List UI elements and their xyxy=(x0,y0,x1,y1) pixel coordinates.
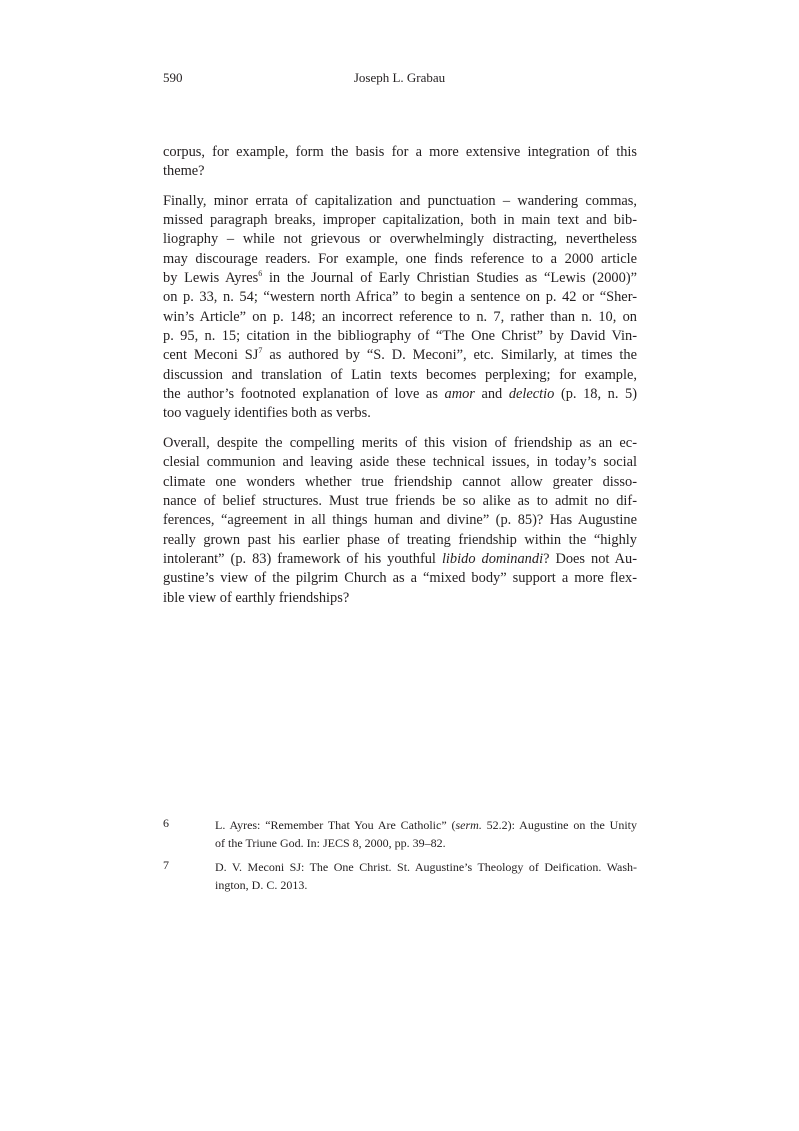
text-line: gustine’s view of the pilgrim Church as a “mixed body” support a more flex- xyxy=(163,570,637,587)
text-line: D. V. Meconi SJ: The One Christ. St. Augustine’s Theology of Deification. Wash- xyxy=(215,860,637,874)
text-line: p. 95, n. 15; citation in the bibliography of “The One Christ” by David Vin- xyxy=(163,328,637,345)
footnote xyxy=(163,858,637,894)
page-number: 590 xyxy=(163,70,183,85)
italic-term: libido dominandi xyxy=(441,550,544,567)
footnote-number: 6 xyxy=(163,816,169,830)
footnote-number: 7 xyxy=(163,858,169,872)
text-line: discussion and translation of Latin texts becomes perplexing; for example, xyxy=(163,366,637,383)
footnote-text xyxy=(215,858,637,894)
text-line: corpus, for example, form the basis for a more extensive integration of this xyxy=(163,144,637,160)
text-line: missed paragraph breaks, improper capitalization, both in main text and bib- xyxy=(163,212,637,229)
text-line: Finally, minor errata of capitalization and punctuation – wandering commas, xyxy=(163,192,637,209)
italic-term: delectio xyxy=(508,386,555,403)
running-head: Joseph L. Grabau xyxy=(353,70,446,85)
text-line: ington, D. C. 2013. xyxy=(215,878,308,892)
text-line: really grown past his earlier phase of treating friendship within the “highly xyxy=(163,531,637,548)
footnote xyxy=(163,816,637,852)
italic-term: amor xyxy=(444,386,475,403)
text-line: liography – while not grievous or overwhelmingly distracting, nevertheless xyxy=(163,231,637,248)
text-line: clesial communion and leaving aside these technical issues, in today’s social xyxy=(163,454,637,471)
text-line: L. Ayres: “Remember That You Are Catholic” (serm. 52.2): Augustine on the Unity xyxy=(215,818,637,832)
text-line: theme? xyxy=(163,163,205,180)
text-line: nance of belief structures. Must true friends be so alike as to admit no dif- xyxy=(163,492,637,509)
text-line: may discourage readers. For example, one finds reference to a 2000 article xyxy=(163,250,637,267)
paragraph xyxy=(163,434,637,608)
text-line: win’s Article” on p. 148; an incorrect reference to n. 7, rather than n. 10, on xyxy=(163,308,637,325)
paragraph xyxy=(163,143,637,182)
footnote-ref[interactable]: 6 xyxy=(258,269,263,279)
body-text xyxy=(163,143,637,618)
text-line: the author’s footnoted explanation of love as amor and delectio (p. 18, n. 5) xyxy=(163,386,637,403)
text-line: of the Triune God. In: JECS 8, 2000, pp. 39–82. xyxy=(215,836,446,850)
text-line: Overall, despite the compelling merits of this vision of friendship as an ec- xyxy=(163,434,637,451)
text-line: on p. 33, n. 54; “western north Africa” to begin a sentence on p. 42 or “Sher- xyxy=(163,289,637,306)
italic-term: serm. xyxy=(455,818,482,832)
paragraph xyxy=(163,192,637,424)
text-line: too vaguely identifies both as verbs. xyxy=(163,405,371,422)
text-line: cent Meconi $SJ^7$ as authored by “S. D. Meconi”, etc. Similarly, at times the xyxy=(163,346,637,364)
text-line: climate one wonders whether true friendship cannot allow greater disso- xyxy=(163,473,637,490)
text-line: intolerant” (p. 83) framework of his youthful libido dominandi? Does not Au- xyxy=(163,550,637,567)
footnote-ref[interactable]: 7 xyxy=(258,346,263,356)
footnotes xyxy=(163,816,637,900)
footnote-text xyxy=(215,816,637,852)
text-line: by Lewis Ayres$^6$ in the Journal of Early Christian Studies as “Lewis (2000)” xyxy=(163,269,638,287)
text-line: ferences, “agreement in all things human and divine” (p. 85)? Has Augustine xyxy=(163,512,637,529)
text-line: ible view of earthly friendships? xyxy=(163,589,350,606)
